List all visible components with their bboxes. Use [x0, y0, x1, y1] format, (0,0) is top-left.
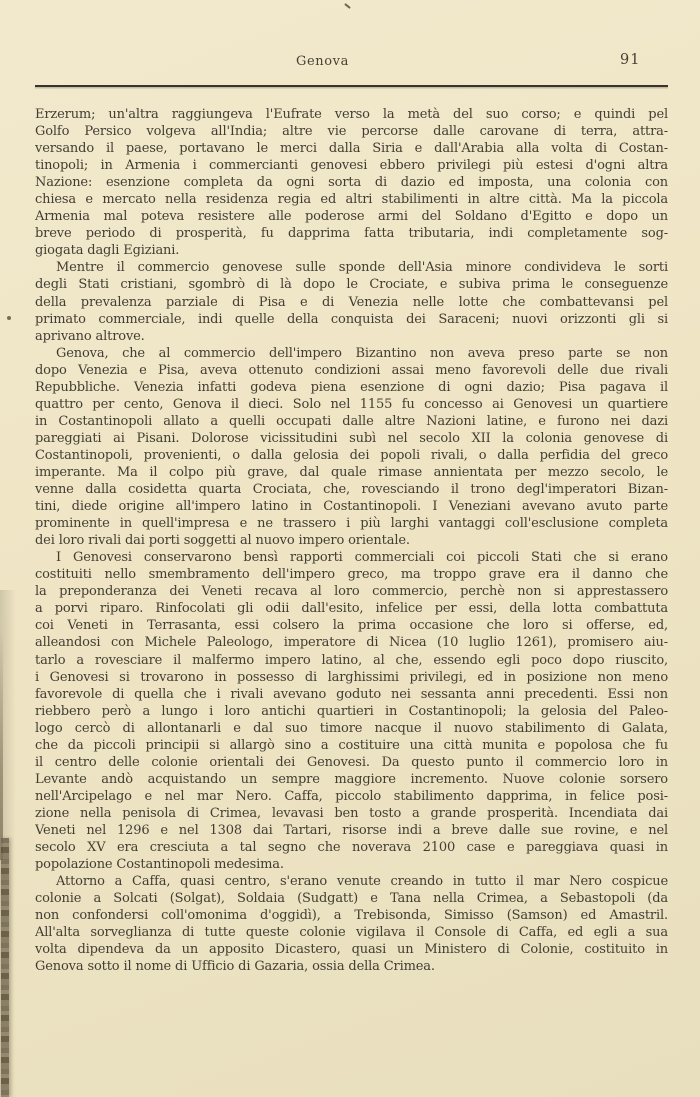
- text-line: Attorno a Caffa, quasi centro, s'erano venute creando in tutto il mar Nero cospicue: [56, 874, 668, 890]
- ink-speck-margin: [7, 316, 11, 320]
- text-line: imperante. Ma il colpo più grave, dal quale rimase annientata per mezzo secolo, le: [35, 464, 668, 480]
- text-line: pareggiati ai Pisani. Dolorose vicissitudini subì nel secolo XII la colonia genovese di: [35, 430, 668, 446]
- text-line: prominente in quell'impresa e ne trassero i più larghi vantaggi coll'esclusione completa: [35, 516, 668, 532]
- text-line: giogata dagli Egiziani.: [35, 243, 180, 259]
- text-line: tinopoli; in Armenia i commercianti genovesi ebbero privilegi più estesi d'ogni altra: [35, 158, 668, 174]
- text-line: Levante andò acquistando un sempre maggiore incremento. Nuove colonie sorsero: [35, 771, 668, 787]
- text-line: alleandosi con Michele Paleologo, imperatore di Nicea (10 luglio 1261), promisero aiu-: [35, 635, 668, 651]
- text-line: zione nella penisola di Crimea, levavasi ben tosto a grande prosperità. Incendiata dai: [35, 805, 668, 821]
- text-line: chiesa e mercato nella residenza regia ed altri stabilimenti in altre città. Ma la piccola: [35, 192, 668, 208]
- text-line: della prevalenza parziale di Pisa e di Venezia nelle lotte che combattevansi pel: [35, 294, 668, 310]
- paragraph: [35, 873, 668, 975]
- text-line: costituiti nello smembramento dell'impero greco, ma troppo grave era il danno che: [35, 567, 668, 583]
- binding-edge-lower: [1, 838, 9, 1097]
- paragraph: [35, 259, 668, 344]
- text-line: tarlo a rovesciare il malfermo impero latino, al che, essendo egli poco dopo riuscito,: [35, 652, 668, 668]
- page-number: 91: [620, 52, 641, 68]
- paragraph: [35, 106, 668, 259]
- text-line: degli Stati cristiani, sgombrò di là dopo le Crociate, e subiva prima le conseguenze: [35, 277, 668, 293]
- text-line: Golfo Persico volgeva all'India; altre vie percorse dalle carovane di terra, attra-: [35, 124, 668, 140]
- text-line: Nazione: esenzione completa da ogni sorta di dazio ed imposta, una colonia con: [35, 175, 668, 191]
- text-line: Genova sotto il nome di Ufficio di Gazaria, ossia della Crimea.: [35, 959, 435, 975]
- text-line: nell'Arcipelago e nel mar Nero. Caffa, piccolo stabilimento dapprima, in felice posi-: [35, 788, 668, 804]
- text-line: Erzerum; un'altra raggiungeva l'Eufrate verso la metà del suo corso; e quindi pel: [35, 107, 668, 122]
- text-line: riebbero però a lungo i loro antichi quartieri in Costantinopoli; la gelosia del Paleo-: [35, 703, 668, 719]
- page-header: [0, 0, 700, 86]
- text-line: primato commerciale, indi quelle della conquista dei Saraceni; nuovi orizzonti gli si: [35, 311, 668, 327]
- running-title: Genova: [296, 54, 349, 69]
- text-line: I Genovesi conservarono bensì rapporti commerciali coi piccoli Stati che si erano: [56, 550, 668, 566]
- text-line: quattro per cento, Genova il dieci. Solo nel 1155 fu concesso ai Genovesi un quartiere: [35, 396, 668, 412]
- text-line: logo cercò di allontanarli e dal suo timore nacque il nuovo stabilimento di Galata,: [35, 720, 668, 736]
- text-line: versando il paese, portavano le merci dalla Siria e dall'Arabia alla volta di Costan-: [35, 141, 668, 157]
- text-line: in Costantinopoli allato a quelli occupati dalle altre Nazioni latine, e furono nei dazi: [35, 413, 668, 429]
- text-line: Costantinopoli, provenienti, o dalla gelosia dei popoli rivali, o dalla perfidia del greco: [35, 447, 668, 463]
- paragraph: [35, 345, 668, 550]
- text-line: popolazione Costantinopoli medesima.: [35, 857, 284, 873]
- text-line: venne dalla cosidetta quarta Crociata, che, rovesciando il trono degl'imperatori Bizan-: [35, 482, 668, 498]
- text-line: secolo XV era cresciuta a tal segno che noverava 2100 case e pareggiava quasi in: [35, 840, 668, 856]
- text-line: All'alta sorveglianza di tutte queste colonie vigilava il Console di Caffa, ed egli a sua: [35, 925, 668, 941]
- binding-edge-upper: [0, 630, 3, 860]
- text-line: dei loro rivali dai porti soggetti al nuovo impero orientale.: [35, 533, 410, 549]
- text-line: aprivano altrove.: [35, 328, 145, 344]
- text-line: coi Veneti in Terrasanta, essi colsero la prima occasione che loro si offerse, ed,: [35, 618, 668, 634]
- text-line: tini, diede origine all'impero latino in Costantinopoli. I Veneziani avevano avuto parte: [35, 499, 668, 515]
- gutter-shadow: [0, 590, 16, 1097]
- text-line: Repubbliche. Venezia infatti godeva piena esenzione di ogni dazio; Pisa pagava il: [35, 379, 668, 395]
- text-line: non confondersi coll'omonima d'oggidì), a Trebisonda, Simisso (Samson) ed Amastril.: [35, 908, 668, 924]
- text-line: la preponderanza dei Veneti recava al loro commercio, perchè non si apprestassero: [35, 584, 668, 600]
- text-line: colonie a Solcati (Solgat), Soldaia (Sudgatt) e Tana nella Crimea, a Sebastopoli (da: [35, 891, 668, 907]
- text-line: volta dipendeva da un apposito Dicastero, quasi un Ministero di Colonie, costituito in: [35, 942, 668, 958]
- text-line: il centro delle colonie orientali dei Genovesi. Da questo punto il commercio loro in: [35, 754, 668, 770]
- body-text: [35, 106, 668, 975]
- header-rule: [35, 85, 668, 87]
- text-line: breve periodo di prosperità, fu dapprima fatta tributaria, indi completamente sog-: [35, 226, 668, 242]
- text-line: i Genovesi si trovarono in possesso di larghissimi privilegi, ed in posizione non meno: [35, 669, 668, 685]
- text-line: favorevole di quella che i rivali avevano goduto nei sessanta anni precedenti. Essi non: [35, 686, 668, 702]
- text-line: che da piccoli principii si allargò sino a costituire una città munita e popolosa che fu: [35, 737, 668, 753]
- text-line: Genova, che al commercio dell'impero Bizantino non aveva preso parte se non: [56, 345, 668, 361]
- text-line: Veneti nel 1296 e nel 1308 dai Tartari, risorse indi a breve dalle sue rovine, e nel: [35, 822, 668, 838]
- text-line: a porvi riparo. Rinfocolati gli odii dall'esito, infelice per essi, della lotta combattuta: [35, 601, 668, 617]
- text-line: Mentre il commercio genovese sulle sponde dell'Asia minore condivideva le sorti: [56, 260, 668, 276]
- paragraph: [35, 549, 668, 873]
- text-line: dopo Venezia e Pisa, aveva ottenuto condizioni assai meno favorevoli delle due rivali: [35, 362, 668, 378]
- text-line: Armenia mal poteva resistere alle poderose armi del Soldano d'Egitto e dopo un: [35, 209, 668, 225]
